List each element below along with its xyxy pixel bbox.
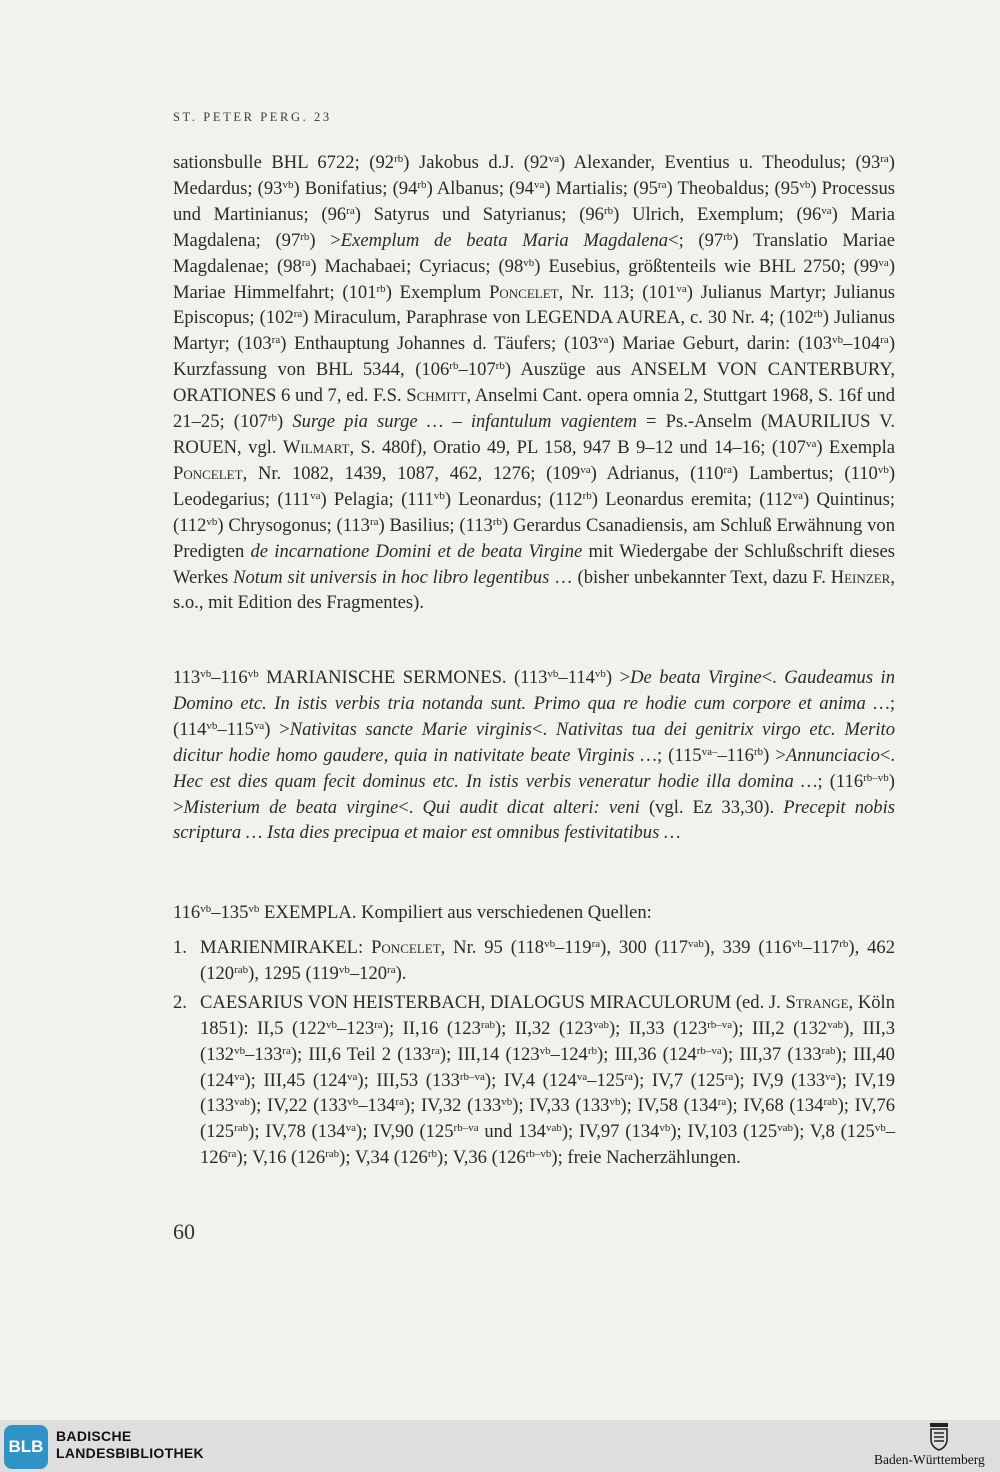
italic-incipit: Precepit nobis scriptura … Ista dies precipua et maior est omnibus festivitatibus … — [173, 796, 895, 844]
folio-sup: ra — [395, 1096, 404, 1109]
paragraph-exempla — [173, 900, 895, 926]
text: ); IV,68 (134 — [726, 1095, 824, 1117]
text: ) Jakobus d.J. (92 — [403, 152, 549, 173]
list-item — [173, 935, 895, 987]
text: ) Processus und Martinianus; (96 — [173, 177, 896, 225]
text: , S. 480f), Oratio 49, PL 158, 947 B 9–12 und 14–16; (107 — [349, 436, 806, 458]
folio-sup: vb — [326, 1018, 338, 1031]
text: ); III,53 (133 — [357, 1069, 460, 1091]
author-name: Strange — [785, 991, 849, 1013]
text: ) > — [309, 229, 341, 251]
text: ), 339 (116 — [703, 937, 792, 958]
text: ) Satyrus und Satyrianus; (96 — [354, 203, 604, 225]
text: CAESARIUS VON HEISTERBACH, DIALOGUS MIRACULORUM (ed. J. — [200, 991, 786, 1013]
text: , s.o., mit Edition des Fragmentes). — [173, 566, 895, 614]
folio-sup: vb — [594, 668, 606, 680]
text: –135 — [211, 902, 249, 923]
author-name: Poncelet — [371, 937, 441, 958]
folio-sup: ra — [591, 938, 601, 950]
folio-sup: rab — [480, 1018, 495, 1031]
list-item — [173, 990, 895, 1171]
text: ) > — [264, 718, 290, 740]
folio-sup: ra — [657, 178, 667, 191]
folio-sup: ra — [880, 153, 889, 165]
text: ) > — [173, 770, 895, 818]
folio-sup: rb — [839, 938, 849, 950]
text: ) Kurzfassung von BHL 5344, (106 — [173, 333, 896, 381]
text: –116 — [717, 744, 754, 766]
folio-sup: va — [253, 719, 265, 732]
author-name: Wilmart — [282, 436, 350, 458]
text: ) Gerardus Csanadiensis, am Schluß Erwähnung von Predigten — [173, 514, 895, 562]
folio-sup: rb–vb — [863, 771, 889, 784]
text: ), III,3 (132 — [200, 1017, 895, 1065]
folio-sup: vb — [799, 178, 811, 191]
text: ); III,14 (123 — [439, 1043, 540, 1065]
folio-sup: vb — [523, 256, 535, 269]
italic-title: Nativitas sancte Marie virginis — [289, 718, 533, 740]
folio-sup: rb — [376, 282, 386, 295]
text: sationsbulle BHL 6722; (92 — [173, 152, 395, 173]
text: ); V,16 (126 — [236, 1147, 326, 1169]
text: ); IV,76 (125 — [200, 1095, 896, 1143]
text: –119 — [555, 937, 592, 958]
text: <; (97 — [668, 229, 724, 251]
folio-sup: vb — [501, 1096, 513, 1109]
folio-sup: vab — [593, 1018, 609, 1031]
italic-title: Annunciacio — [785, 744, 880, 766]
folio-sup: rb — [723, 230, 733, 243]
library-name[interactable] — [56, 1428, 204, 1462]
text: ) Leodegarius; (111 — [173, 462, 896, 510]
text: MARIANISCHE SERMONES. (113 — [258, 667, 548, 688]
folio-sup: vab — [777, 1122, 794, 1135]
text: ); IV,19 (133 — [200, 1069, 896, 1117]
folio-sup: vb — [206, 719, 218, 732]
folio-sup: ra — [374, 1018, 383, 1031]
exempla-list — [173, 935, 895, 1174]
folio-sup: rab — [234, 963, 249, 976]
text: ) Eusebius, größtenteils wie BHL 2750; (99 — [534, 255, 879, 277]
folio-sup: va — [345, 1122, 357, 1135]
text: –117 — [802, 937, 840, 958]
text: <. — [532, 718, 556, 740]
folio-sup: vb — [282, 178, 294, 191]
library-name-line2: LANDESBIBLIOTHEK — [56, 1445, 204, 1461]
folio-sup: rb — [267, 412, 278, 425]
folio-sup: rb–va — [453, 1122, 479, 1135]
text: ); IV,4 (124 — [484, 1069, 577, 1091]
folio-sup: va — [310, 489, 321, 502]
text: 116 — [173, 902, 201, 923]
text: ); II,33 (123 — [608, 1017, 708, 1039]
text: 113 — [173, 667, 201, 688]
text: ) Albanus; (94 — [426, 177, 534, 199]
text: ) Exempla — [816, 436, 895, 458]
folio-sup: va — [805, 437, 817, 450]
text: ), 462 (120 — [200, 937, 895, 984]
folio-sup: rb — [587, 1044, 597, 1057]
folio-sup: vab — [688, 938, 704, 950]
text: ); IV,97 (134 — [561, 1121, 660, 1143]
folio-sup: va — [825, 1070, 836, 1083]
text: , Nr. 95 (118 — [440, 937, 545, 958]
text: –123 — [337, 1017, 375, 1039]
folio-sup: vb — [547, 668, 559, 680]
text: ); IV,58 (134 — [620, 1095, 718, 1117]
text: ); III,2 (132 — [732, 1017, 828, 1039]
folio-sup: ra — [723, 463, 733, 476]
folio-sup: vab — [545, 1122, 562, 1135]
text: ), 300 (117 — [600, 937, 688, 958]
folio-sup: ra — [880, 334, 889, 347]
text: ). — [395, 962, 407, 984]
author-name: Poncelet — [173, 462, 243, 484]
folio-sup: va — [821, 204, 832, 217]
text: ) Chrysogonus; (113 — [217, 514, 370, 536]
text: ); IV,33 (133 — [512, 1095, 610, 1117]
folio-sup: rb — [492, 515, 502, 528]
text: EXEMPLA. Kompiliert aus verschiedenen Quellen: — [259, 902, 652, 923]
folio-sup: vb — [877, 463, 889, 476]
text: ); V,34 (126 — [339, 1147, 428, 1169]
folio-sup: vb — [433, 489, 445, 502]
italic-incipit: Surge pia surge … – infantulum vagientem — [292, 411, 637, 433]
folio-sup: rb — [449, 360, 459, 373]
folio-sup: vb — [234, 1044, 246, 1057]
folio-sup: rb — [753, 745, 764, 758]
text: ) Pelagia; (111 — [320, 488, 434, 510]
text: ); II,16 (123 — [382, 1017, 481, 1039]
text: <. — [761, 667, 785, 688]
text: ); III,45 (124 — [244, 1069, 347, 1091]
folio-sup: ra — [346, 204, 355, 217]
italic-title: Misterium de beata virgine — [183, 796, 399, 818]
text: ; (115 — [656, 744, 702, 766]
library-name-line1: BADISCHE — [56, 1428, 132, 1444]
text: ) Mariae Himmelfahrt; (101 — [173, 255, 896, 303]
text: ) Maria Magdalena; (97 — [173, 203, 895, 251]
folio-sup: ra — [387, 963, 396, 976]
text: MARIENMIRAKEL: — [200, 937, 372, 958]
text: ) Enthauptung Johannes d. Täufers; (103 — [280, 333, 599, 355]
text: ) Ulrich, Exemplum; (96 — [613, 203, 822, 225]
folio-sup: vb — [200, 668, 212, 680]
text: ) > — [605, 667, 631, 688]
text: und 134 — [478, 1121, 546, 1143]
folio-sup: vb — [347, 1096, 359, 1109]
text: , Anselmi Cant. opera omnia 2, Stuttgart 1968, S. 16f und 21–25; (107 — [173, 385, 895, 433]
folio-sup: rb–va — [696, 1044, 722, 1057]
folio-sup: vb — [791, 938, 803, 950]
text: ); III,37 (133 — [721, 1043, 822, 1065]
author-name: Heinzer — [830, 566, 891, 588]
text: –116 — [211, 667, 248, 688]
folio-sup: ra — [431, 1044, 440, 1057]
paragraph-marian-sermons — [173, 665, 895, 846]
italic-incipit: Notum sit universis in hoc libro legentibus — [233, 566, 550, 588]
folio-sup: ra — [293, 308, 303, 321]
folio-sup: vb — [539, 1044, 551, 1057]
text: ) Leonardus; (112 — [444, 488, 583, 510]
italic-incipit: Hec est dies quam fecit dominus etc. In istis verbis veneratur hodie illa domina … — [173, 770, 818, 792]
folio-sup: ra — [271, 334, 281, 347]
folio-sup: vb — [874, 1122, 886, 1135]
folio-sup: va — [576, 1070, 588, 1083]
text: ) Translatio Mariae Magdalenae; (98 — [173, 229, 896, 277]
paragraph-contents-continued — [173, 150, 895, 616]
running-head: ST. PETER PERG. 23 — [173, 110, 332, 124]
folio-sup: ra — [301, 256, 311, 269]
text: ); III,40 (124 — [200, 1043, 895, 1091]
text: ) — [277, 411, 293, 433]
folio-sup: vb — [609, 1096, 621, 1109]
folio-sup: vb — [206, 515, 218, 528]
text: –125 — [587, 1069, 625, 1091]
list-item-body — [200, 935, 895, 987]
folio-sup: rab — [325, 1148, 340, 1161]
text: ); IV,22 (133 — [249, 1095, 348, 1117]
text: –115 — [217, 718, 254, 740]
folio-sup: rb–va — [459, 1070, 485, 1083]
folio-sup: ra — [227, 1148, 237, 1161]
folio-sup: ra — [724, 1070, 734, 1083]
text: <. — [879, 744, 896, 766]
folio-sup: vb — [659, 1122, 671, 1135]
text: ) Auszüge aus ANSELM VON CANTERBURY, ORATIONES 6 und 7, ed. F.S. — [173, 359, 895, 407]
italic-title: Exemplum de beata Maria Magdalena — [340, 229, 669, 251]
folio-sup: vab — [827, 1018, 844, 1031]
folio-sup: vb — [248, 903, 260, 915]
folio-sup: va — [878, 256, 889, 269]
folio-sup: va– — [701, 745, 718, 758]
folio-sup: rb — [813, 308, 823, 321]
text: –134 — [358, 1095, 396, 1117]
folio-sup: va — [234, 1070, 245, 1083]
list-number: 2. — [173, 991, 187, 1013]
folio-sup: vb — [832, 334, 844, 347]
text: ) Alexander, Eventius u. Theodulus; (93 — [558, 152, 881, 173]
text: = Ps.-Anselm (MAURILIUS V. ROUEN, vgl. — [173, 411, 895, 458]
folio-sup: rab — [234, 1122, 249, 1135]
text: ); IV,9 (133 — [733, 1069, 826, 1091]
folio-sup: ra — [717, 1096, 727, 1109]
folio-sup: ra — [282, 1044, 291, 1057]
text: ); III,6 Teil 2 (133 — [290, 1043, 432, 1065]
text: ); IV,103 (125 — [670, 1121, 778, 1143]
folio-sup: rb — [427, 1148, 438, 1161]
author-name: Schmitt — [406, 385, 467, 407]
folio-sup: ra — [624, 1070, 633, 1083]
text: (vgl. Ez 33,30). — [639, 796, 784, 818]
folio-sup: va — [533, 178, 545, 191]
text: <. — [398, 796, 423, 818]
folio-sup: ra — [369, 515, 379, 528]
coat-of-arms-icon — [928, 1423, 950, 1451]
folio-sup: vb — [247, 668, 259, 680]
text: ) Miraculum, Paraphrase von LEGENDA AUREA, c. 30 Nr. 4; (102 — [302, 307, 814, 329]
text: ) Lambertus; (110 — [732, 462, 878, 484]
text: –124 — [550, 1043, 588, 1065]
folio-sup: va — [792, 489, 803, 502]
author-name: Poncelet — [489, 281, 559, 303]
text: , Nr. 113; (101 — [558, 281, 677, 303]
text: , Köln 1851): II,5 (122 — [200, 991, 896, 1039]
folio-sup: rab — [823, 1096, 838, 1109]
text: ); V,36 (126 — [437, 1147, 526, 1169]
folio-sup: rb — [582, 489, 592, 502]
text: mit Wiedergabe der Schlußschrift dieses Werkes — [173, 540, 895, 588]
text: –104 — [843, 333, 881, 355]
text: ; (116 — [817, 770, 864, 792]
text: ); IV,90 (125 — [356, 1121, 454, 1143]
text: ) Exemplum — [385, 281, 490, 303]
text: ) Quintinus; (112 — [173, 488, 895, 536]
blb-logo[interactable]: BLB — [4, 1425, 48, 1469]
folio-sup: rb — [417, 178, 427, 191]
folio-sup: vb — [338, 963, 350, 976]
text: ); IV,78 (134 — [248, 1121, 346, 1143]
italic-incipit: Gaudeamus in Domino etc. In istis verbis tria notanda sunt. Primo qua re hodie cum corpore et anima … — [173, 667, 895, 714]
list-item-body — [200, 990, 895, 1171]
folio-sup: rb — [300, 230, 310, 243]
text: ); II,32 (123 — [494, 1017, 594, 1039]
folio-sup: va — [676, 282, 687, 295]
folio-sup: va — [598, 334, 609, 347]
text: ); IV,32 (133 — [403, 1095, 502, 1117]
text: ) Adrianus, (110 — [590, 462, 724, 484]
text: ) > — [763, 744, 786, 766]
list-number: 1. — [173, 937, 187, 958]
text: –120 — [349, 962, 388, 984]
text: ) Julianus Martyr; Julianus Episcopus; (102 — [173, 281, 895, 329]
folio-sup: va — [346, 1070, 358, 1083]
text: ) Theobaldus; (95 — [666, 177, 800, 199]
text: ) Basilius; (113 — [378, 514, 493, 536]
folio-sup: vb — [200, 903, 212, 915]
text: ); freie Nacherzählungen. — [551, 1147, 741, 1169]
text: –126 — [200, 1121, 895, 1169]
text: , Nr. 1082, 1439, 1087, 462, 1276; (109 — [242, 462, 581, 484]
state-label: Baden-Württemberg — [874, 1452, 985, 1467]
italic-incipit: Qui audit dicat alteri: veni — [422, 796, 640, 818]
folio-sup: rb — [603, 204, 614, 217]
folio-sup: va — [548, 153, 559, 165]
text: ) Machabaei; Cyriacus; (98 — [310, 255, 524, 277]
text: ) Bonifatius; (94 — [293, 177, 418, 199]
folio-sup: rb–vb — [525, 1148, 552, 1161]
folio-sup: rb–va — [707, 1018, 733, 1031]
text: ); III,36 (124 — [597, 1043, 697, 1065]
text: ) Leonardus eremita; (112 — [591, 488, 793, 510]
text: ) Medardus; (93 — [173, 152, 895, 199]
folio-sup: rb — [495, 360, 505, 373]
text: ) Mariae Geburt, darin: (103 — [608, 333, 833, 355]
text: ); IV,7 (125 — [632, 1069, 725, 1091]
text: –114 — [558, 667, 595, 688]
folio-sup: rb — [394, 153, 404, 165]
italic-incipit: Nativitas tua dei genitrix virgo etc. Merito dicitur hodie homo gaudere, quia in nativitate beate Virginis … — [173, 718, 895, 766]
folio-sup: rab — [821, 1044, 836, 1057]
text: ); V,8 (125 — [793, 1121, 875, 1143]
folio-sup: vab — [234, 1096, 250, 1109]
page-number: 60 — [173, 1219, 195, 1244]
text: … (bisher unbekannter Text, dazu F. — [549, 566, 831, 588]
text: –107 — [458, 359, 496, 381]
folio-sup: vb — [544, 938, 556, 950]
text: ), 1295 (119 — [248, 962, 339, 984]
italic-title: de incarnatione Domini et de beata Virgine — [250, 540, 583, 562]
text: –133 — [245, 1043, 283, 1065]
text: ) Martialis; (95 — [544, 177, 658, 199]
text: ; (114 — [173, 692, 895, 740]
italic-title: De beata Virgine — [630, 667, 762, 688]
folio-sup: va — [580, 463, 591, 476]
text: ) Julianus Martyr; (103 — [173, 307, 896, 355]
